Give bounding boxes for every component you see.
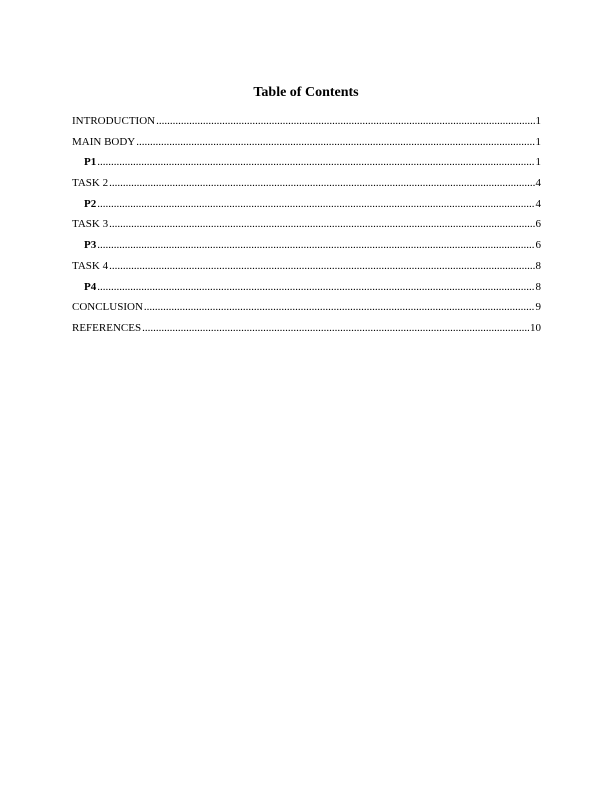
toc-list — [72, 114, 541, 342]
toc-entry-label: TASK 4 — [72, 259, 109, 272]
toc-entry-references[interactable] — [72, 321, 541, 342]
toc-entry-p2[interactable] — [72, 197, 541, 218]
toc-entry-page-number: 10 — [530, 321, 541, 334]
toc-entry-label: REFERENCES — [72, 321, 142, 334]
toc-entry-label: P2 — [84, 197, 97, 210]
toc-entry-page-number: 9 — [535, 301, 541, 314]
dot-leader — [97, 197, 534, 211]
toc-entry-label: CONCLUSION — [72, 301, 143, 314]
toc-entry-label: P4 — [84, 280, 97, 293]
toc-entry-label: TASK 2 — [72, 177, 109, 190]
toc-entry-task-3[interactable] — [72, 217, 541, 238]
dot-leader — [109, 259, 534, 273]
toc-entry-main-body[interactable] — [72, 135, 541, 156]
toc-title: Table of Contents — [253, 85, 359, 100]
toc-entry-label: TASK 3 — [72, 218, 109, 231]
toc-entry-conclusion[interactable] — [72, 300, 541, 321]
toc-entry-page-number: 6 — [535, 218, 541, 231]
dot-leader — [136, 135, 534, 149]
toc-entry-page-number: 1 — [535, 156, 541, 169]
toc-entry-label: P1 — [84, 156, 97, 169]
dot-leader — [109, 217, 534, 231]
toc-entry-p4[interactable] — [72, 280, 541, 301]
dot-leader — [156, 114, 534, 128]
dot-leader — [97, 155, 534, 169]
dot-leader — [144, 300, 535, 314]
toc-entry-p3[interactable] — [72, 238, 541, 259]
toc-entry-task-4[interactable] — [72, 259, 541, 280]
toc-entry-task-2[interactable] — [72, 176, 541, 197]
toc-entry-label: MAIN BODY — [72, 135, 136, 148]
toc-entry-page-number: 1 — [535, 115, 541, 127]
dot-leader — [97, 280, 534, 294]
dot-leader — [109, 176, 534, 190]
toc-entry-page-number: 4 — [535, 177, 541, 190]
toc-entry-page-number: 1 — [535, 135, 541, 148]
toc-entry-label: INTRODUCTION — [72, 115, 156, 127]
toc-entry-page-number: 4 — [535, 197, 541, 210]
toc-entry-page-number: 6 — [535, 239, 541, 252]
dot-leader — [142, 321, 529, 335]
toc-entry-label: P3 — [84, 239, 97, 252]
toc-entry-page-number: 8 — [535, 280, 541, 293]
toc-entry-introduction[interactable] — [72, 114, 541, 135]
toc-entry-page-number: 8 — [535, 259, 541, 272]
toc-entry-p1[interactable] — [72, 155, 541, 176]
dot-leader — [97, 238, 534, 252]
